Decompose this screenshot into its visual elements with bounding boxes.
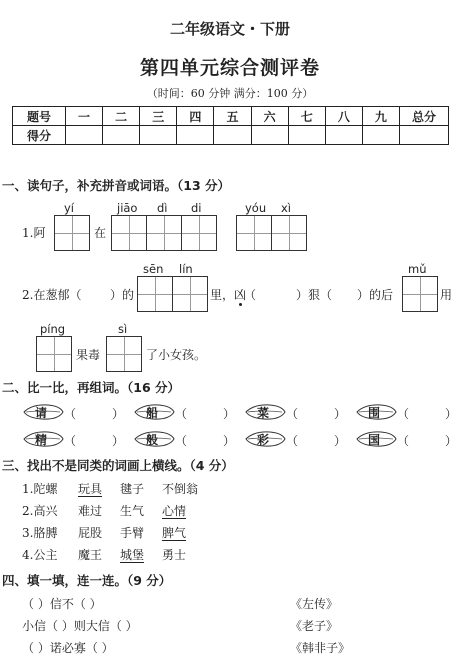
word-item[interactable]: 手臂: [120, 526, 145, 540]
table-cell: 总分: [400, 107, 449, 126]
leaf-char: 菜: [257, 406, 270, 420]
section-1-heading: 一、读句子，补充拼音或词语。（13 分）: [2, 178, 230, 193]
leaf-char: 船: [146, 406, 159, 420]
question-text: ）的: [110, 288, 135, 302]
table-cell: 三: [140, 107, 177, 126]
word-item[interactable]: 玩具: [78, 482, 103, 496]
answer-blank[interactable]: （: [64, 407, 77, 421]
pinyin-label: lín: [179, 262, 193, 276]
score-input-cell[interactable]: [103, 126, 140, 145]
word-item[interactable]: 毽子: [120, 482, 145, 496]
score-table: [12, 106, 449, 145]
leaf-char: 般: [146, 433, 159, 447]
table-cell: 六: [251, 107, 288, 126]
word-item[interactable]: 魔王: [78, 548, 103, 562]
word-item[interactable]: 生气: [120, 504, 145, 518]
pinyin-label: sì: [118, 322, 128, 336]
word-item[interactable]: 难过: [78, 504, 103, 518]
pinyin-label: dì: [157, 201, 168, 215]
table-cell: 题号: [13, 107, 66, 126]
answer-blank[interactable]: （: [64, 434, 77, 448]
writing-grid[interactable]: [137, 276, 208, 312]
question-text: 用: [440, 288, 453, 302]
answer-blank[interactable]: （: [175, 407, 188, 421]
table-cell: 一: [66, 107, 103, 126]
question-text: 里，凶: [210, 288, 247, 302]
leaf-char: 围: [368, 406, 381, 420]
table-row: [13, 126, 449, 145]
answer-blank: ）: [223, 434, 236, 448]
writing-grid[interactable]: [106, 336, 142, 372]
writing-grid[interactable]: [111, 215, 217, 251]
question-text: ）狠（: [296, 288, 333, 302]
question-text: 果毒: [76, 348, 101, 362]
section-3-heading: 三、找出不是同类的词画上横线。（4 分）: [2, 458, 234, 473]
exam-meta: （时间：60 分钟 满分：100 分）: [146, 87, 314, 100]
leaf-char-badge: [244, 430, 286, 448]
source-book[interactable]: 《韩非子》: [290, 641, 351, 655]
score-input-cell[interactable]: [140, 126, 177, 145]
fill-line[interactable]: （ ）信不（ ）: [22, 597, 102, 611]
score-input-cell[interactable]: [177, 126, 214, 145]
writing-grid[interactable]: [236, 215, 307, 251]
table-cell: 二: [103, 107, 140, 126]
word-item-first: 2.高兴: [22, 504, 58, 518]
word-item-first: 1.陀螺: [22, 482, 58, 496]
word-item[interactable]: 心情: [162, 504, 187, 518]
word-item[interactable]: 勇士: [162, 548, 187, 562]
word-item[interactable]: 城堡: [120, 548, 145, 562]
fill-line[interactable]: （ ）诺必寡（ ）: [22, 641, 114, 655]
answer-blank[interactable]: （: [397, 407, 410, 421]
answer-blank: ）: [223, 407, 236, 421]
emphasis-dot-char: 凶: [234, 288, 247, 302]
section-4-heading: 四、填一填，连一连。（9 分）: [2, 573, 172, 588]
answer-blank[interactable]: （: [286, 434, 299, 448]
writing-grid[interactable]: [54, 215, 90, 251]
pinyin-label: mǔ: [408, 262, 427, 276]
answer-blank[interactable]: （: [397, 434, 410, 448]
table-row: [13, 107, 449, 126]
writing-grid[interactable]: [36, 336, 72, 372]
score-input-cell[interactable]: [288, 126, 325, 145]
leaf-char-badge: [133, 403, 175, 421]
leaf-char: 国: [368, 433, 381, 447]
fill-line[interactable]: 小信（ ）则大信（ ）: [22, 619, 138, 633]
question-text: ）的后: [357, 288, 394, 302]
table-cell: 得分: [13, 126, 66, 145]
score-input-cell[interactable]: [362, 126, 399, 145]
source-book[interactable]: 《左传》: [290, 597, 339, 611]
pinyin-label: sēn: [143, 262, 164, 276]
leaf-char-badge: [22, 430, 64, 448]
word-item[interactable]: 屁股: [78, 526, 103, 540]
leaf-char-badge: [22, 403, 64, 421]
leaf-char-badge: [244, 403, 286, 421]
table-cell: 八: [325, 107, 362, 126]
table-cell: 九: [362, 107, 399, 126]
answer-blank[interactable]: （: [286, 407, 299, 421]
question-text: 了小女孩。: [146, 348, 207, 362]
table-cell: 七: [288, 107, 325, 126]
score-input-cell[interactable]: [325, 126, 362, 145]
score-input-cell[interactable]: [251, 126, 288, 145]
page-title: 第四单元综合测评卷: [139, 57, 320, 79]
leaf-char: 精: [35, 433, 48, 447]
pinyin-label: yí: [64, 201, 75, 215]
table-cell: 五: [214, 107, 251, 126]
answer-blank: ）: [334, 434, 347, 448]
answer-blank: ）: [112, 434, 125, 448]
word-item[interactable]: 脾气: [162, 526, 187, 540]
pinyin-label: xì: [281, 201, 292, 215]
leaf-char: 彩: [257, 433, 270, 447]
score-input-cell[interactable]: [214, 126, 251, 145]
word-item[interactable]: 不倒翁: [162, 482, 199, 496]
answer-blank: ）: [445, 407, 458, 421]
leaf-char-badge: [133, 430, 175, 448]
pinyin-label: jiāo: [117, 201, 138, 215]
score-input-cell[interactable]: [66, 126, 103, 145]
pinyin-label: di: [191, 201, 202, 215]
answer-blank: ）: [112, 407, 125, 421]
writing-grid[interactable]: [402, 276, 438, 312]
subtitle: 二年级语文・下册: [169, 20, 290, 38]
question-text: 2.在葱郁（: [22, 288, 82, 302]
leaf-char-badge: [355, 403, 397, 421]
answer-blank: ）: [334, 407, 347, 421]
word-item-first: 4.公主: [22, 548, 58, 562]
leaf-char: 请: [35, 406, 48, 420]
answer-blank[interactable]: （: [175, 434, 188, 448]
question-text: 在: [94, 226, 107, 240]
question-text: 1.阿: [22, 226, 46, 240]
section-2-heading: 二、比一比，再组词。（16 分）: [2, 380, 180, 395]
source-book[interactable]: 《老子》: [290, 619, 339, 633]
word-item-first: 3.胳膊: [22, 526, 58, 540]
pinyin-label: yóu: [245, 201, 267, 215]
answer-blank: ）: [445, 434, 458, 448]
table-cell: 四: [177, 107, 214, 126]
question-text: （: [244, 288, 257, 302]
score-input-cell[interactable]: [400, 126, 449, 145]
leaf-char-badge: [355, 430, 397, 448]
pinyin-label: píng: [40, 322, 66, 336]
